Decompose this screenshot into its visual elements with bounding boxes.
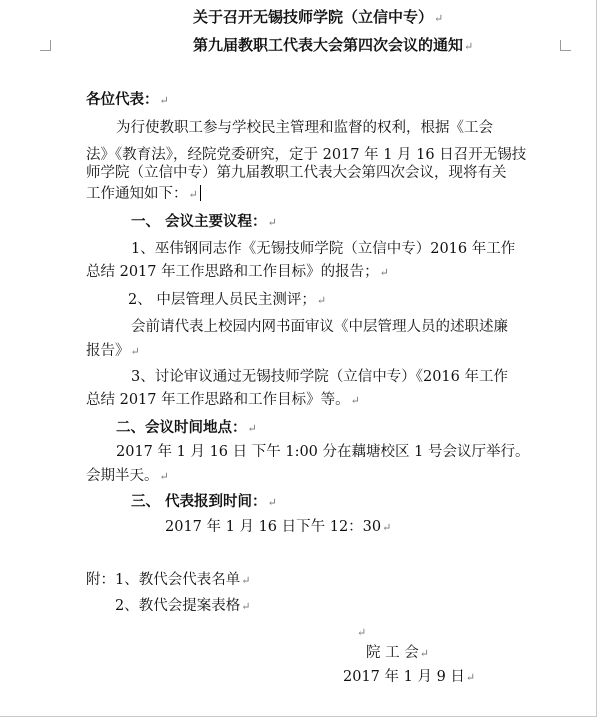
section2-body-line2: 会期半天。↵ — [86, 468, 169, 484]
section1-item2-note-line2: 报告》↵ — [86, 343, 140, 359]
section1-item1-line1: 1、巫伟钢同志作《无锡技师学院（立信中专）2016 年工作 — [131, 241, 516, 257]
attachment-item-1: 附：1、教代会代表名单↵ — [86, 572, 251, 588]
section1-item1-line2: 总结 2017 年工作思路和工作目标》的报告；↵ — [86, 264, 389, 280]
section1-item2: 2、 中层管理人员民主测评；↵ — [128, 292, 327, 308]
intro-line-4: 工作通知如下：↵ — [86, 184, 201, 205]
section1-item2-note-line1: 会前请代表上校园内网书面审议《中层管理人员的述职述廉 — [131, 319, 508, 335]
signature-date: 2017 年 1 月 9 日↵ — [343, 669, 476, 685]
intro-line-1: 为行使教职工参与学校民主管理和监督的权利，根据《工会 — [116, 120, 493, 136]
intro-line-3: 师学院（立信中专）第九届教职工代表大会第四次会议，现将有关 — [86, 165, 507, 181]
text-cursor — [200, 185, 201, 201]
attachment-item-2: 2、教代会提案表格↵ — [115, 598, 251, 614]
blank-paragraph: ↵ — [357, 626, 367, 639]
section1-heading: 一、 会议主要议程：↵ — [131, 213, 277, 230]
section3-heading: 三、 代表报到时间：↵ — [131, 493, 277, 510]
intro-line-2: 法》《教育法》，经院党委研究，定于 2017 年 1 月 16 日召开无锡技 — [86, 147, 527, 163]
margin-mark-top-right — [560, 40, 571, 51]
greeting: 各位代表：↵ — [86, 91, 169, 108]
section2-body-line1: 2017 年 1 月 16 日 下午 1:00 分在藕塘校区 1 号会议厅举行。 — [116, 444, 530, 460]
section1-item3-line1: 3、讨论审议通过无锡技师学院（立信中专）《2016 年工作 — [131, 369, 508, 385]
section2-heading: 二、会议时间地点：↵ — [116, 419, 257, 436]
section3-body: 2017 年 1 月 16 日下午 12：30↵ — [165, 519, 392, 535]
section1-item3-line2: 总结 2017 年工作思路和工作目标》等。↵ — [86, 392, 360, 408]
margin-mark-top-left — [40, 40, 51, 51]
signature-org: 院 工 会↵ — [366, 645, 429, 661]
title-line-1: 关于召开无锡技师学院（立信中专）↵ — [193, 8, 444, 26]
title-line-2: 第九届教职工代表大会第四次会议的通知↵ — [193, 36, 474, 54]
